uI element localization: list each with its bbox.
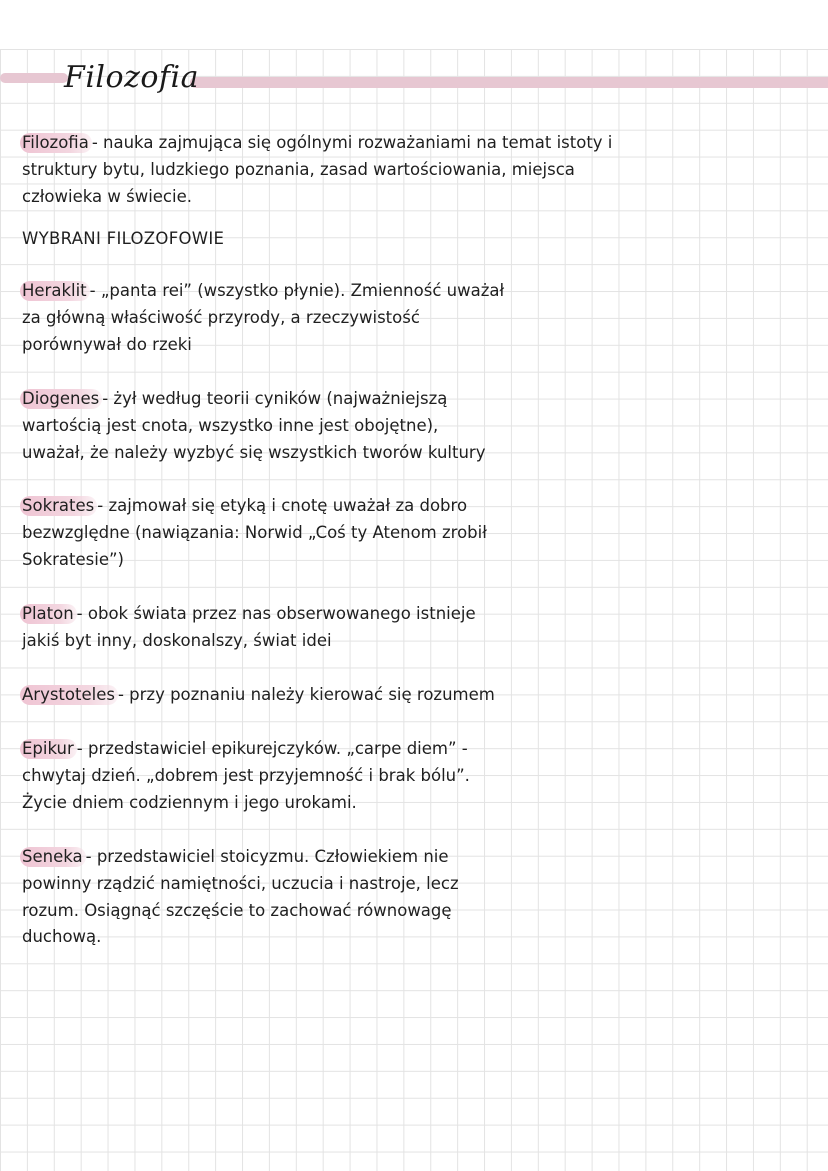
entry-line: - obok świata przez nas obserwowanego istnieje <box>76 604 476 623</box>
entry-line: - przedstawiciel stoicyzmu. Człowiekiem nie <box>85 847 449 866</box>
philosopher-entry-sokrates <box>22 493 487 573</box>
entry-line: porównywał do rzeki <box>22 334 192 354</box>
philosopher-name: Diogenes <box>20 389 102 409</box>
entry-line: - przedstawiciel epikurejczyków. „carpe diem” - <box>76 739 468 758</box>
entry-line: wartością jest cnota, wszystko inne jest obojętne), <box>22 415 439 435</box>
intro-definition <box>22 130 612 210</box>
entry-line: - żył według teorii cyników (najważniejszą <box>102 389 448 408</box>
philosopher-name: Epikur <box>20 739 77 759</box>
entry-line: chwytaj dzień. „dobrem jest przyjemność i brak bólu”. <box>22 765 470 785</box>
title-highlight-right <box>190 77 828 88</box>
philosopher-name: Platon <box>20 604 77 624</box>
entry-line: bezwzględne (nawiązania: Norwid „Coś ty Atenom zrobił <box>22 522 487 542</box>
page-top-margin <box>0 0 828 49</box>
philosopher-entry-heraklit <box>22 278 504 358</box>
title-highlight-left <box>0 73 68 83</box>
philosopher-name: Sokrates <box>20 496 97 516</box>
entry-line: za główną właściwość przyrody, a rzeczywistość <box>22 307 420 327</box>
philosopher-name: Seneka <box>20 847 86 867</box>
philosopher-entry-arystoteles <box>22 682 495 709</box>
title-row <box>0 62 828 102</box>
intro-line: struktury bytu, ludzkiego poznania, zasad wartościowania, miejsca <box>22 159 575 179</box>
philosopher-entry-platon <box>22 601 476 655</box>
philosopher-entry-epikur <box>22 736 470 816</box>
entry-line: powinny rządzić namiętności, uczucia i nastroje, lecz <box>22 873 459 893</box>
entry-line: Życie dniem codziennym i jego urokami. <box>22 792 357 812</box>
page-title: Filozofia <box>64 60 200 95</box>
entry-line: jakiś byt inny, doskonalszy, świat idei <box>22 630 332 650</box>
philosopher-name: Arystoteles <box>20 685 118 705</box>
entry-line: Sokratesie”) <box>22 549 124 569</box>
philosopher-name: Heraklit <box>20 281 90 301</box>
section-heading: WYBRANI FILOZOFOWIE <box>22 229 225 248</box>
intro-line: człowieka w świecie. <box>22 186 192 206</box>
entry-line: duchową. <box>22 927 102 947</box>
entry-line: - „panta rei” (wszystko płynie). Zmienność uważał <box>89 281 505 300</box>
entry-line: uważał, że należy wyzbyć się wszystkich tworów kultury <box>22 442 486 462</box>
entry-line: - przy poznaniu należy kierować się rozumem <box>117 685 495 704</box>
philosopher-entry-diogenes <box>22 386 485 466</box>
entry-line: - zajmował się etyką i cnotę uważał za dobro <box>97 496 468 515</box>
entry-line: rozum. Osiągnąć szczęście to zachować równowagę <box>22 900 452 920</box>
intro-term: Filozofia <box>20 133 92 153</box>
intro-line: - nauka zajmująca się ogólnymi rozważaniami na temat istoty i <box>91 133 613 152</box>
philosopher-entry-seneka <box>22 844 459 951</box>
